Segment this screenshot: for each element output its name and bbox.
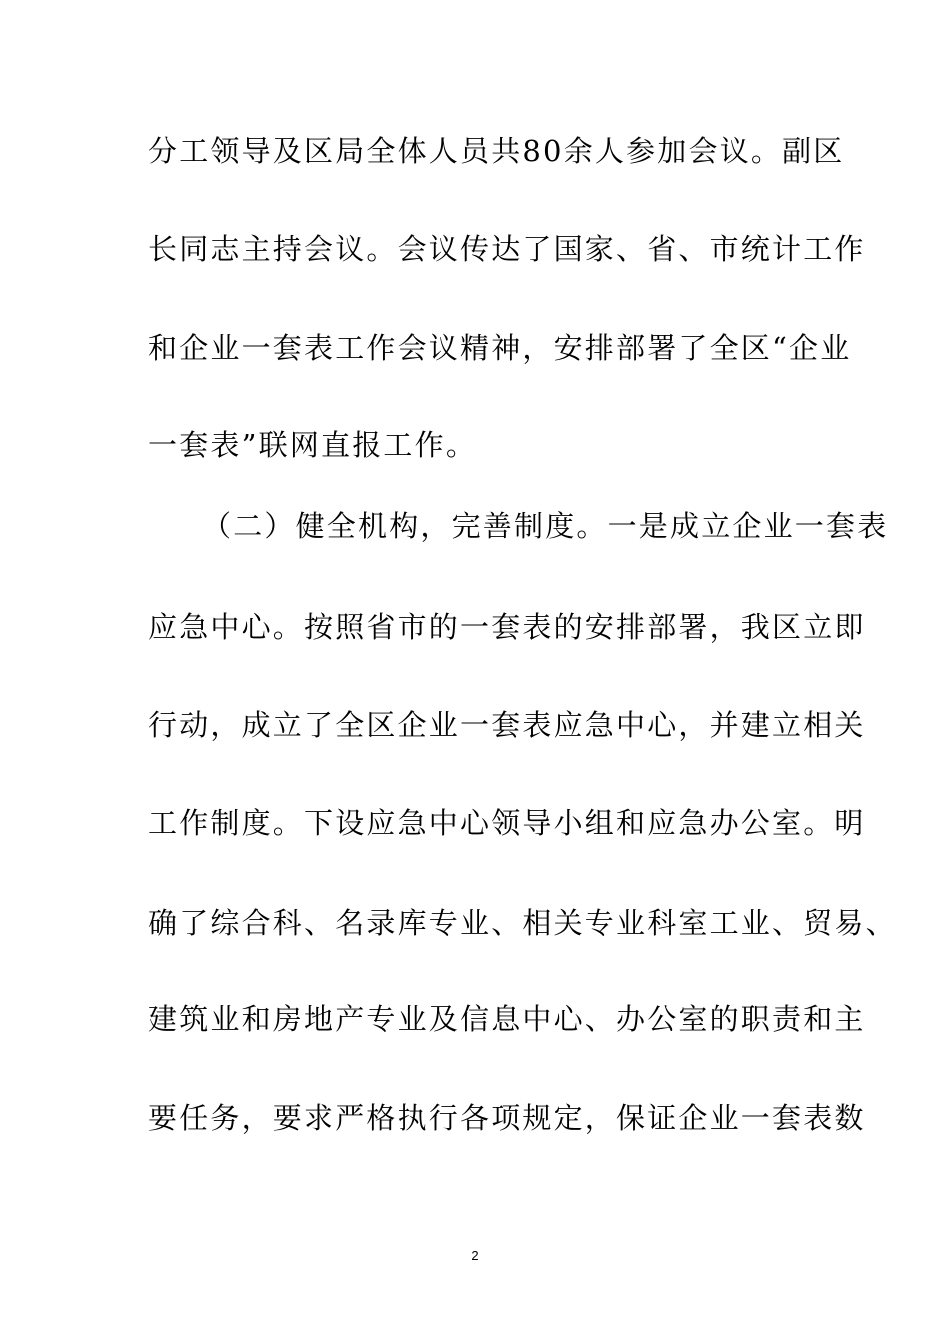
text-line: 长同志主持会议。会议传达了国家、省、市统计工作	[148, 232, 866, 266]
text-line: 行动，成立了全区企业一套表应急中心，并建立相关	[148, 708, 866, 742]
text-line: 工作制度。下设应急中心领导小组和应急办公室。明	[148, 806, 866, 840]
text-line: 应急中心。按照省市的一套表的安排部署，我区立即	[148, 610, 866, 644]
text-line: 建筑业和房地产专业及信息中心、办公室的职责和主	[148, 1002, 866, 1036]
text-line: 一套表”联网直报工作。	[148, 428, 478, 462]
page-number: 2	[471, 1248, 479, 1263]
text-line: 分工领导及区局全体人员共80余人参加会议。副区	[148, 134, 845, 168]
text-line: 要任务，要求严格执行各项规定，保证企业一套表数	[148, 1101, 866, 1135]
text-line: 和企业一套表工作会议精神，安排部署了全区“企业	[148, 331, 852, 365]
paragraph-heading-line: （二）健全机构，完善制度。一是成立企业一套表	[202, 509, 889, 543]
text-line: 确了综合科、名录库专业、相关专业科室工业、贸易、	[148, 906, 897, 940]
